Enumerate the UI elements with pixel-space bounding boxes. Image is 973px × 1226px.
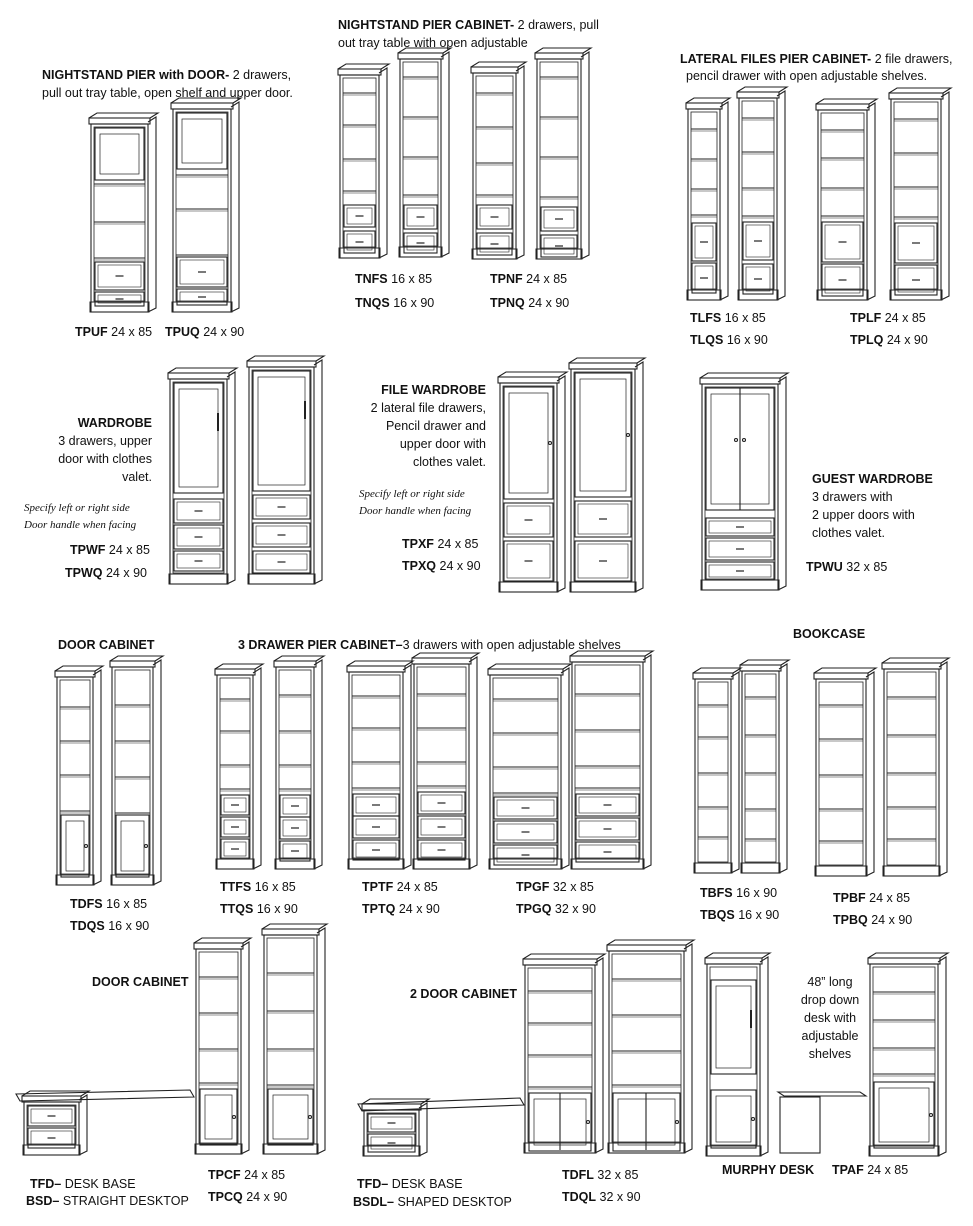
desk-base-label: TFD– DESK BASE — [357, 1177, 463, 1191]
model-label: TBQS 16 x 90 — [700, 908, 780, 922]
nightstand-door-desc: pull out tray table, open shelf and upper door. — [42, 86, 293, 100]
desktop-label: BSD– STRAIGHT DESKTOP — [26, 1194, 189, 1208]
model-label: TNQS 16 x 90 — [355, 296, 435, 310]
file-wardrobe-title: FILE WARDROBE — [381, 383, 486, 397]
nightstand-door-title: NIGHTSTAND PIER with DOOR- 2 drawers, — [42, 68, 292, 82]
model-label: TPUQ 24 x 90 — [165, 325, 245, 339]
door-cabinet-title: DOOR CABINET — [58, 638, 155, 652]
model-label: TLFS 16 x 85 — [690, 311, 766, 325]
model-label: TLQS 16 x 90 — [690, 333, 768, 347]
lateral-files-desc: pencil drawer with open adjustable shelves. — [686, 69, 928, 83]
model-label: TPTF 24 x 85 — [362, 880, 438, 894]
file-wardrobe-desc: 2 lateral file drawers, Pencil drawer and upper door with clothes valet. — [370, 401, 486, 469]
model-label: TPCQ 24 x 90 — [208, 1190, 288, 1204]
model-label: TPTQ 24 x 90 — [362, 902, 440, 916]
door-cabinet-desk-title: DOOR CABINET — [92, 975, 189, 989]
model-label: TPGF 32 x 85 — [516, 880, 594, 894]
model-label: TPNQ 24 x 90 — [490, 296, 570, 310]
murphy-desk-title: MURPHY DESK — [722, 1163, 815, 1177]
model-label: TPXQ 24 x 90 — [402, 559, 481, 573]
model-label: TPGQ 32 x 90 — [516, 902, 596, 916]
model-label: TPAF 24 x 85 — [832, 1163, 909, 1177]
model-label: TBFS 16 x 90 — [700, 886, 778, 900]
wardrobe-spec: Specify left or right side Door handle when facing — [24, 502, 137, 531]
model-label: TPCF 24 x 85 — [208, 1168, 286, 1182]
guest-wardrobe-desc: 3 drawers with 2 upper doors with clothes valet. — [812, 490, 915, 540]
bookcase-title: BOOKCASE — [793, 627, 866, 641]
model-label: TPWQ 24 x 90 — [65, 566, 147, 580]
model-label: TDQS 16 x 90 — [70, 919, 150, 933]
three-drawer-title: 3 DRAWER PIER CABINET–3 drawers with open adjustable shelves — [238, 638, 621, 652]
model-label: TPNF 24 x 85 — [490, 272, 568, 286]
model-label: TPLQ 24 x 90 — [850, 333, 928, 347]
model-label: TDFL 32 x 85 — [562, 1168, 639, 1182]
two-door-cabinet-title: 2 DOOR CABINET — [410, 987, 517, 1001]
model-label: TTFS 16 x 85 — [220, 880, 296, 894]
murphy-desk-desc: 48” long drop down desk with adjustable shelves — [800, 975, 860, 1061]
guest-wardrobe-title: GUEST WARDROBE — [812, 472, 933, 486]
model-label: TDFS 16 x 85 — [70, 897, 148, 911]
model-label: TPWU 32 x 85 — [806, 560, 888, 574]
model-label: TPXF 24 x 85 — [402, 537, 479, 551]
nightstand-cabinet-title: NIGHTSTAND PIER CABINET- 2 drawers, pull — [338, 18, 599, 32]
model-label: TPBF 24 x 85 — [833, 891, 911, 905]
model-label: TPUF 24 x 85 — [75, 325, 153, 339]
wardrobe-desc: 3 drawers, upper door with clothes valet. — [58, 434, 152, 484]
nightstand-cabinet-desc: out tray table with open adjustable — [338, 36, 528, 50]
wardrobe-title: WARDROBE — [77, 416, 152, 430]
model-label: TPBQ 24 x 90 — [833, 913, 913, 927]
model-label: TNFS 16 x 85 — [355, 272, 433, 286]
desk-base-label: TFD– DESK BASE — [30, 1177, 136, 1191]
model-label: TDQL 32 x 90 — [562, 1190, 641, 1204]
lateral-files-title: LATERAL FILES PIER CABINET- 2 file drawers, — [680, 52, 953, 66]
model-label: TPWF 24 x 85 — [70, 543, 150, 557]
desktop-label: BSDL– SHAPED DESKTOP — [353, 1195, 512, 1209]
file-wardrobe-spec: Specify left or right side Door handle when facing — [359, 488, 472, 517]
model-label: TPLF 24 x 85 — [850, 311, 926, 325]
model-label: TTQS 16 x 90 — [220, 902, 298, 916]
